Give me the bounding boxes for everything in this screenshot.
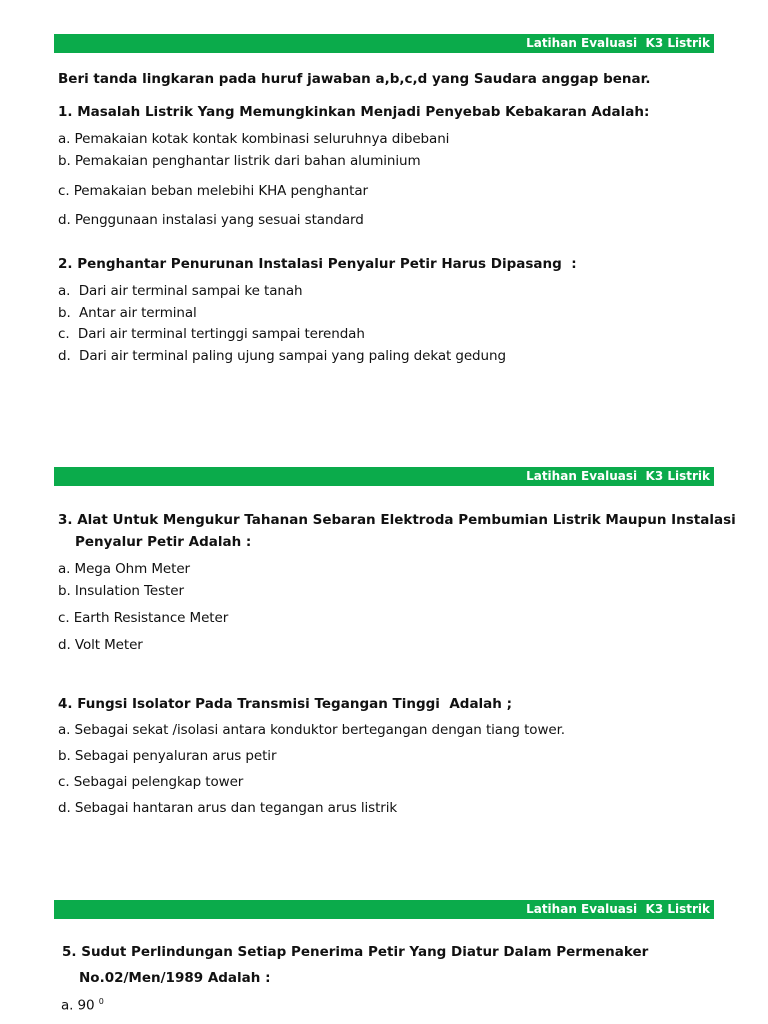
question-1-title: 1. Masalah Listrik Yang Memungkinkan Menjadi Penyebab Kebakaran Adalah: [58,104,650,120]
question-3-option-c[interactable]: c. Earth Resistance Meter [58,610,229,626]
question-3-title-line-2: Penyalur Petir Adalah : [75,534,252,550]
question-5-title-line-1: 5. Sudut Perlindungan Setiap Penerima Petir Yang Diatur Dalam Permenaker [62,944,649,960]
question-1-option-c[interactable]: c. Pemakaian beban melebihi KHA penghantar [58,183,368,199]
question-2-option-b[interactable]: b. Antar air terminal [58,305,197,321]
question-4-title: 4. Fungsi Isolator Pada Transmisi Tegangan Tinggi Adalah ; [58,696,512,712]
question-5-title-line-2: No.02/Men/1989 Adalah : [79,970,271,986]
section-banner: Latihan Evaluasi K3 Listrik [54,467,714,486]
question-5-option-a-text: a. 90 [61,997,95,1014]
question-2-option-a[interactable]: a. Dari air terminal sampai ke tanah [58,283,303,299]
question-5-option-a[interactable] [61,997,104,1014]
question-4-option-a[interactable]: a. Sebagai sekat /isolasi antara konduktor bertegangan dengan tiang tower. [58,722,565,738]
question-2-title: 2. Penghantar Penurunan Instalasi Penyalur Petir Harus Dipasang : [58,256,577,272]
question-2-option-c[interactable]: c. Dari air terminal tertinggi sampai terendah [58,326,365,342]
question-4-option-c[interactable]: c. Sebagai pelengkap tower [58,774,244,790]
question-3-title-line-1: 3. Alat Untuk Mengukur Tahanan Sebaran Elektroda Pembumian Listrik Maupun Instalasi [58,512,736,528]
question-4-option-b[interactable]: b. Sebagai penyaluran arus petir [58,748,277,764]
question-1-option-d[interactable]: d. Penggunaan instalasi yang sesuai standard [58,212,364,228]
question-2-option-d[interactable]: d. Dari air terminal paling ujung sampai yang paling dekat gedung [58,348,506,364]
instruction-text: Beri tanda lingkaran pada huruf jawaban a,b,c,d yang Saudara anggap benar. [58,71,651,87]
question-3-option-d[interactable]: d. Volt Meter [58,637,143,653]
question-1-option-b[interactable]: b. Pemakaian penghantar listrik dari bahan aluminium [58,153,421,169]
degree-superscript: 0 [98,997,104,1006]
section-banner: Latihan Evaluasi K3 Listrik [54,34,714,53]
question-1-option-a[interactable]: a. Pemakaian kotak kontak kombinasi seluruhnya dibebani [58,131,450,147]
question-3-option-b[interactable]: b. Insulation Tester [58,583,184,599]
question-3-option-a[interactable]: a. Mega Ohm Meter [58,561,190,577]
question-4-option-d[interactable]: d. Sebagai hantaran arus dan tegangan arus listrik [58,800,398,816]
section-banner: Latihan Evaluasi K3 Listrik [54,900,714,919]
